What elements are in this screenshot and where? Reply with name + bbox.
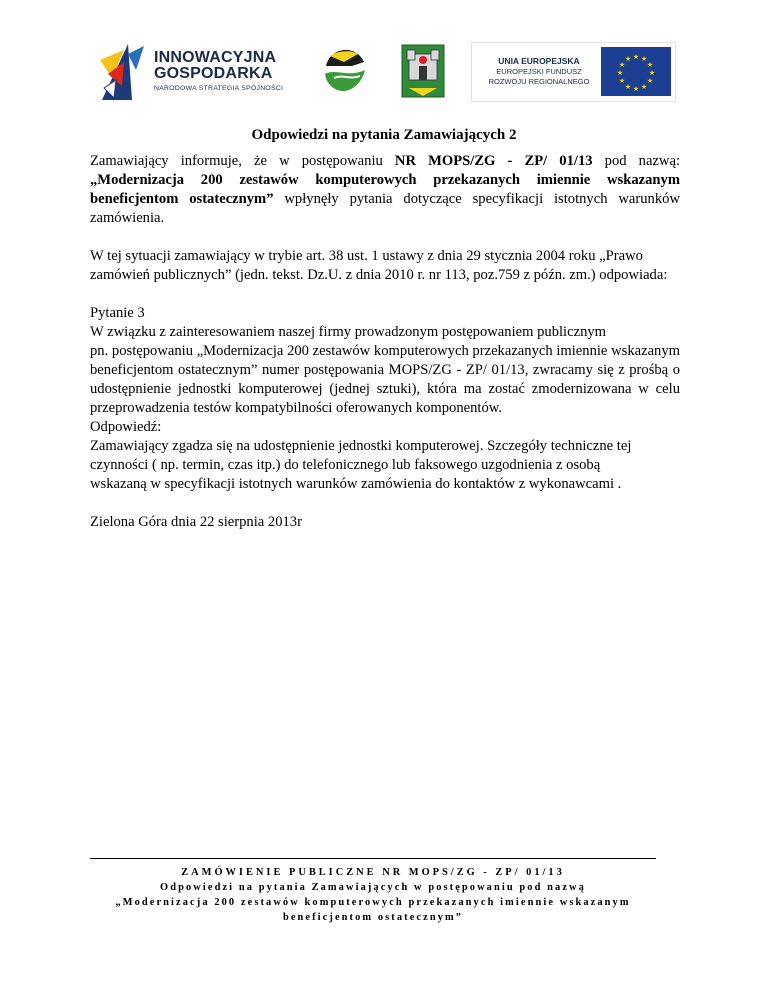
intro-text-2: pod nazwą: xyxy=(592,153,680,169)
ue-title: UNIA EUROPEJSKA xyxy=(498,56,580,66)
svg-text:★: ★ xyxy=(632,53,640,61)
svg-text:★: ★ xyxy=(640,83,648,91)
svg-text:★: ★ xyxy=(618,61,626,69)
question-line1: W związku z zainteresowaniem naszej firmy prowadzonym postępowaniem publicznym xyxy=(90,324,607,340)
intro-paragraph xyxy=(90,152,680,228)
answer-line3: wskazaną w specyfikacji istotnych warunków zamówienia do kontaktów z wykonawcami . xyxy=(90,476,622,492)
answer-line1: Zamawiający zgadza się na udostępnienie jednostki komputerowej. Szczegóły techniczne tej xyxy=(90,438,632,454)
procedure-name: „Modernizacja 200 zestawów komputerowych przekazanych imiennie wskazanym beneficjentom ostatecznym” xyxy=(90,172,680,207)
svg-text:★: ★ xyxy=(624,83,632,91)
svg-text:★: ★ xyxy=(618,77,626,85)
svg-text:★: ★ xyxy=(648,69,656,77)
footer-line1: ZAMÓWIENIE PUBLICZNE NR MOPS/ZG - ZP/ 01/13 xyxy=(181,867,565,878)
svg-text:★: ★ xyxy=(640,55,648,63)
city-crest-logo xyxy=(401,44,445,98)
intro-text-3: wpłynęły pytania dotyczące specyfikacji istotnych warunków zamówienia. xyxy=(90,191,680,226)
svg-text:★: ★ xyxy=(646,77,654,85)
ig-title-line2: GOSPODARKA xyxy=(154,65,273,82)
svg-text:★: ★ xyxy=(624,55,632,63)
innowacyjna-gospodarka-logo xyxy=(98,40,308,104)
place-date: Zielona Góra dnia 22 sierpnia 2013r xyxy=(90,514,302,530)
intro-text-1: Zamawiający informuje, że w postępowaniu xyxy=(90,153,395,169)
footer-line4: beneficjentom ostatecznym” xyxy=(282,912,464,923)
legal-basis-paragraph: W tej sytuacji zamawiający w trybie art. 38 ust. 1 ustawy z dnia 29 stycznia 2004 roku „Prawo zamówień publicznych” (jedn. tekst. Dz.U. z dnia 2010 r. nr 113, poz.759 z późn. zm.) odpowiada: xyxy=(90,248,668,283)
regional-round-logo xyxy=(322,48,368,94)
document-title: Odpowiedzi na pytania Zamawiających 2 xyxy=(251,127,517,143)
document-body xyxy=(90,152,680,551)
page-footer xyxy=(90,858,656,925)
eu-flag-icon xyxy=(601,47,671,96)
ue-fund-line2: ROZWOJU REGIONALNEGO xyxy=(488,77,590,86)
question-body: pn. postępowaniu „Modernizacja 200 zestawów komputerowych przekazanych imiennie wskazanym beneficjentom ostatecznym” numer postępowania MOPS/ZG - ZP/ 01/13, zwracamy się z prośbą o udostępnienie jednostki komputerowej (jednej sztuki), która ma zostać zmodernizowana w celu przeprowadzenia testów kompatybilności oferowanych komponentów. xyxy=(90,343,680,416)
eu-logo xyxy=(471,42,676,102)
ig-title-line1: INNOWACYJNA xyxy=(154,49,277,66)
footer-line3: „Modernizacja 200 zestawów komputerowych przekazanych imiennie wskazanym xyxy=(115,897,631,908)
procedure-number: NR MOPS/ZG - ZP/ 01/13 xyxy=(394,153,593,169)
svg-text:★: ★ xyxy=(616,69,624,77)
question-block xyxy=(90,304,680,418)
answer-block xyxy=(90,418,680,494)
logo-bar xyxy=(0,40,768,110)
svg-text:★: ★ xyxy=(646,61,654,69)
ue-fund-line1: EUROPEJSKI FUNDUSZ xyxy=(496,67,582,76)
svg-text:★: ★ xyxy=(632,85,640,93)
answer-line2: czynności ( np. termin, czas itp.) do telefonicznego lub faksowego uzgodnienia z osobą xyxy=(90,457,601,473)
question-label: Pytanie 3 xyxy=(90,305,145,321)
answer-label: Odpowiedź: xyxy=(90,419,162,435)
ig-subtitle: NARODOWA STRATEGIA SPÓJNOŚCI xyxy=(154,85,284,92)
ig-emblem-icon xyxy=(98,40,150,102)
footer-line2: Odpowiedzi na pytania Zamawiających w postępowaniu pod nazwą xyxy=(160,882,586,893)
